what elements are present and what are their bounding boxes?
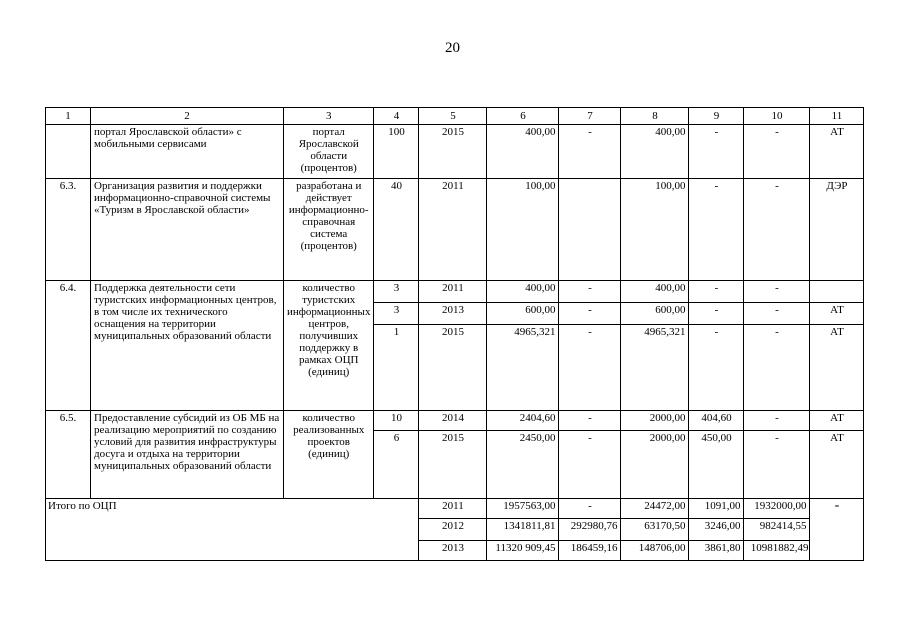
table-row (46, 125, 864, 179)
column-number: 3 (284, 108, 374, 125)
regional-amount: 148706,00 (621, 541, 689, 561)
local-amount: - (689, 303, 744, 325)
measure-name: Организация развития и поддержки информационно-справочной системы «Туризм в Ярославской области» (91, 179, 284, 281)
executor: АТ (810, 325, 864, 411)
other-amount: - (744, 281, 810, 303)
total-amount: 1341811,81 (487, 519, 559, 541)
executor (810, 281, 864, 303)
year: 2011 (419, 499, 487, 519)
executor: АТ (810, 303, 864, 325)
column-number: 4 (374, 108, 419, 125)
indicator-value: 1 (374, 325, 419, 411)
indicator-value: 40 (374, 179, 419, 281)
year: 2014 (419, 411, 487, 431)
total-amount: 400,00 (487, 281, 559, 303)
year: 2011 (419, 281, 487, 303)
year: 2013 (419, 303, 487, 325)
total-amount: 1957563,00 (487, 499, 559, 519)
executor: АТ (810, 411, 864, 431)
federal-amount: - (559, 325, 621, 411)
executor: ДЭР (810, 179, 864, 281)
item-number: 6.5. (46, 411, 91, 499)
local-amount: 404,60 (689, 411, 744, 431)
measure-name: портал Ярославской области» с мобильными сервисами (91, 125, 284, 179)
table-row (46, 179, 864, 281)
other-amount: - (744, 303, 810, 325)
local-amount: - (689, 179, 744, 281)
total-label: Итого по ОЦП (46, 499, 419, 561)
federal-amount: - (559, 431, 621, 499)
table-row (46, 281, 864, 303)
measure-name: Предоставление субсидий из ОБ МБ на реализацию мероприятий по созданию условий для развития инфраструктуры досуга и отдыха на территории муниципальных образований области (91, 411, 284, 499)
other-amount: 10981882,49 (744, 541, 810, 561)
indicator-value: 3 (374, 281, 419, 303)
column-number: 6 (487, 108, 559, 125)
column-number: 9 (689, 108, 744, 125)
regional-amount: 400,00 (621, 281, 689, 303)
indicator-value: 3 (374, 303, 419, 325)
column-number: 1 (46, 108, 91, 125)
column-number: 2 (91, 108, 284, 125)
regional-amount: 4965,321 (621, 325, 689, 411)
local-amount: 3246,00 (689, 519, 744, 541)
year: 2012 (419, 519, 487, 541)
regional-amount: 2000,00 (621, 431, 689, 499)
local-amount: 1091,00 (689, 499, 744, 519)
year: 2013 (419, 541, 487, 561)
indicator-value: 6 (374, 431, 419, 499)
total-amount: 2404,60 (487, 411, 559, 431)
budget-table (45, 107, 864, 561)
other-amount: - (744, 411, 810, 431)
item-number (46, 125, 91, 179)
total-amount: 400,00 (487, 125, 559, 179)
total-row (46, 499, 864, 519)
year: 2015 (419, 125, 487, 179)
year: 2015 (419, 325, 487, 411)
local-amount: 3861,80 (689, 541, 744, 561)
indicator: количество туристских информационных центров, получивших поддержку в рамках ОЦП (единиц) (284, 281, 374, 411)
year: 2015 (419, 431, 487, 499)
item-number: 6.3. (46, 179, 91, 281)
federal-amount: - (559, 125, 621, 179)
total-amount: 2450,00 (487, 431, 559, 499)
total-amount: 4965,321 (487, 325, 559, 411)
indicator: портал Ярославской области (процентов) (284, 125, 374, 179)
local-amount: - (689, 325, 744, 411)
item-number: 6.4. (46, 281, 91, 411)
column-numbers-row (46, 108, 864, 125)
regional-amount: 63170,50 (621, 519, 689, 541)
column-number: 11 (810, 108, 864, 125)
local-amount: 450,00 (689, 431, 744, 499)
local-amount: - (689, 281, 744, 303)
table-row (46, 411, 864, 431)
other-amount: 982414,55 (744, 519, 810, 541)
other-amount: - (744, 325, 810, 411)
regional-amount: 2000,00 (621, 411, 689, 431)
column-number: 8 (621, 108, 689, 125)
other-amount: - (744, 431, 810, 499)
executor: АТ (810, 125, 864, 179)
indicator: разработана и действует информационно-справочная система (процентов) (284, 179, 374, 281)
regional-amount: 100,00 (621, 179, 689, 281)
federal-amount: - (559, 303, 621, 325)
column-number: 5 (419, 108, 487, 125)
year: 2011 (419, 179, 487, 281)
column-number: 7 (559, 108, 621, 125)
regional-amount: 24472,00 (621, 499, 689, 519)
indicator-value: 10 (374, 411, 419, 431)
other-amount: - (744, 125, 810, 179)
regional-amount: 600,00 (621, 303, 689, 325)
indicator-value: 100 (374, 125, 419, 179)
total-amount: 11320 909,45 (487, 541, 559, 561)
regional-amount: 400,00 (621, 125, 689, 179)
column-number: 10 (744, 108, 810, 125)
executor: АТ (810, 431, 864, 499)
total-amount: 100,00 (487, 179, 559, 281)
other-amount: 1932000,00 (744, 499, 810, 519)
page-number: 20 (445, 40, 460, 56)
measure-name: Поддержка деятельности сети туристских информационных центров, в том числе их технического оснащения на территории муниципальных образований области (91, 281, 284, 411)
federal-amount: - (559, 499, 621, 519)
other-amount: - (744, 179, 810, 281)
indicator: количество реализованных проектов (единиц) (284, 411, 374, 499)
total-amount: 600,00 (487, 303, 559, 325)
local-amount: - (689, 125, 744, 179)
federal-amount: - (559, 281, 621, 303)
federal-amount (559, 179, 621, 281)
federal-amount: 186459,16 (559, 541, 621, 561)
executor: - (810, 499, 864, 561)
federal-amount: 292980,76 (559, 519, 621, 541)
federal-amount: - (559, 411, 621, 431)
